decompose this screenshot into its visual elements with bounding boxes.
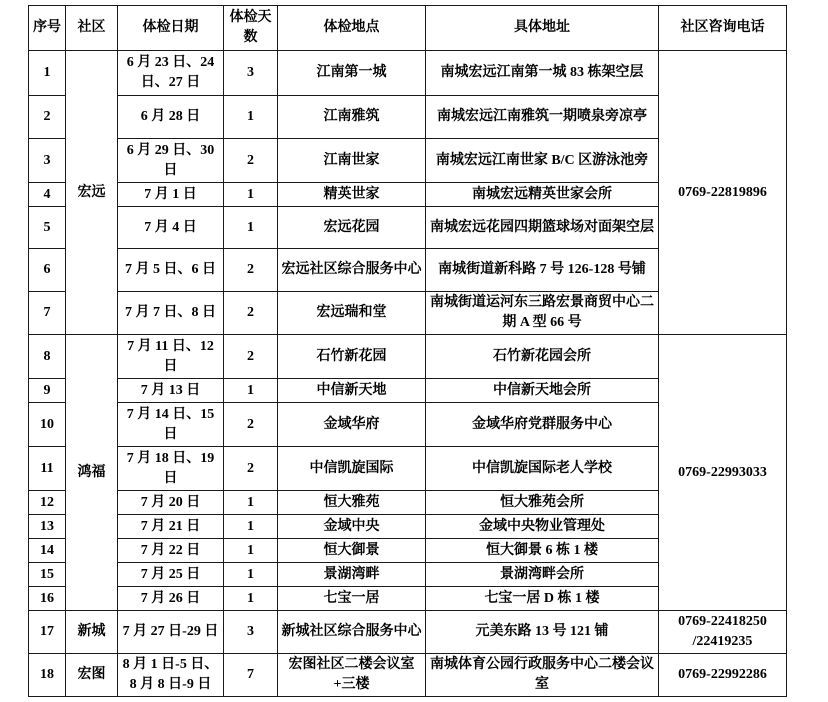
address-cell: 南城体育公园行政服务中心二楼会议室 [426,654,659,697]
days-cell: 2 [224,447,278,491]
seq-cell: 18 [29,654,66,697]
table-row [29,611,787,654]
header-address: 具体地址 [426,6,659,51]
address-cell: 南城宏远江南世家 B/C 区游泳池旁 [426,139,659,183]
seq-cell: 6 [29,249,66,292]
days-cell: 2 [224,139,278,183]
location-cell: 景湖湾畔 [278,563,426,587]
seq-cell: 10 [29,403,66,447]
address-cell: 七宝一居 D 栋 1 楼 [426,587,659,611]
days-cell: 3 [224,51,278,96]
address-cell: 南城宏远江南第一城 83 栋架空层 [426,51,659,96]
location-cell: 宏远社区综合服务中心 [278,249,426,292]
date-cell: 7 月 20 日 [118,491,224,515]
table-row [29,51,787,96]
phone-cell: 0769-22992286 [659,654,787,697]
days-cell: 1 [224,563,278,587]
seq-cell: 5 [29,207,66,249]
community-cell: 新城 [66,611,118,654]
date-cell: 7 月 22 日 [118,539,224,563]
location-cell: 宏远瑞和堂 [278,292,426,335]
address-cell: 南城宏远江南雅筑一期喷泉旁凉亭 [426,96,659,139]
table-row [29,654,787,697]
days-cell: 1 [224,587,278,611]
days-cell: 1 [224,515,278,539]
address-cell: 南城街道运河东三路宏景商贸中心二期 A 型 66 号 [426,292,659,335]
header-days: 体检天数 [224,6,278,51]
header-community: 社区 [66,6,118,51]
location-cell: 江南第一城 [278,51,426,96]
address-cell: 石竹新花园会所 [426,335,659,379]
days-cell: 7 [224,654,278,697]
location-cell: 江南世家 [278,139,426,183]
days-cell: 1 [224,183,278,207]
date-cell: 7 月 27 日-29 日 [118,611,224,654]
community-cell: 宏远 [66,51,118,335]
address-cell: 景湖湾畔会所 [426,563,659,587]
location-cell: 石竹新花园 [278,335,426,379]
seq-cell: 17 [29,611,66,654]
date-cell: 7 月 1 日 [118,183,224,207]
address-cell: 元美东路 13 号 121 铺 [426,611,659,654]
address-cell: 南城宏远花园四期篮球场对面架空层 [426,207,659,249]
address-cell: 中信凯旋国际老人学校 [426,447,659,491]
date-cell: 7 月 7 日、8 日 [118,292,224,335]
days-cell: 2 [224,249,278,292]
location-cell: 恒大御景 [278,539,426,563]
header-row [29,6,787,51]
date-cell: 7 月 14 日、15 日 [118,403,224,447]
location-cell: 新城社区综合服务中心 [278,611,426,654]
days-cell: 1 [224,207,278,249]
seq-cell: 1 [29,51,66,96]
location-cell: 中信新天地 [278,379,426,403]
seq-cell: 16 [29,587,66,611]
phone-cell: 0769-22993033 [659,335,787,611]
address-cell: 南城宏远精英世家会所 [426,183,659,207]
location-cell: 宏图社区二楼会议室+三楼 [278,654,426,697]
header-phone: 社区咨询电话 [659,6,787,51]
date-cell: 6 月 23 日、24 日、27 日 [118,51,224,96]
seq-cell: 14 [29,539,66,563]
days-cell: 1 [224,539,278,563]
seq-cell: 4 [29,183,66,207]
days-cell: 2 [224,292,278,335]
days-cell: 2 [224,403,278,447]
header-location: 体检地点 [278,6,426,51]
header-no: 序号 [29,6,66,51]
date-cell: 7 月 11 日、12 日 [118,335,224,379]
days-cell: 1 [224,96,278,139]
date-cell: 7 月 25 日 [118,563,224,587]
days-cell: 1 [224,491,278,515]
seq-cell: 15 [29,563,66,587]
table-row [29,335,787,379]
date-cell: 7 月 4 日 [118,207,224,249]
location-cell: 宏远花园 [278,207,426,249]
seq-cell: 2 [29,96,66,139]
location-cell: 精英世家 [278,183,426,207]
address-cell: 南城街道新科路 7 号 126-128 号铺 [426,249,659,292]
date-cell: 7 月 13 日 [118,379,224,403]
date-cell: 7 月 5 日、6 日 [118,249,224,292]
date-cell: 7 月 18 日、19 日 [118,447,224,491]
location-cell: 江南雅筑 [278,96,426,139]
community-cell: 宏图 [66,654,118,697]
location-cell: 中信凯旋国际 [278,447,426,491]
date-cell: 6 月 28 日 [118,96,224,139]
address-cell: 金域中央物业管理处 [426,515,659,539]
date-cell: 7 月 26 日 [118,587,224,611]
date-cell: 8 月 1 日-5 日、 8 月 8 日-9 日 [118,654,224,697]
seq-cell: 9 [29,379,66,403]
phone-cell: 0769-22819896 [659,51,787,335]
days-cell: 2 [224,335,278,379]
phone-cell: 0769-22418250 /22419235 [659,611,787,654]
address-cell: 金域华府党群服务中心 [426,403,659,447]
days-cell: 1 [224,379,278,403]
address-cell: 恒大御景 6 栋 1 楼 [426,539,659,563]
date-cell: 6 月 29 日、30 日 [118,139,224,183]
seq-cell: 12 [29,491,66,515]
address-cell: 中信新天地会所 [426,379,659,403]
seq-cell: 7 [29,292,66,335]
location-cell: 恒大雅苑 [278,491,426,515]
location-cell: 金域华府 [278,403,426,447]
location-cell: 金域中央 [278,515,426,539]
days-cell: 3 [224,611,278,654]
header-date: 体检日期 [118,6,224,51]
community-cell: 鸿福 [66,335,118,611]
checkup-schedule-table [28,5,787,697]
seq-cell: 8 [29,335,66,379]
location-cell: 七宝一居 [278,587,426,611]
seq-cell: 3 [29,139,66,183]
seq-cell: 13 [29,515,66,539]
address-cell: 恒大雅苑会所 [426,491,659,515]
seq-cell: 11 [29,447,66,491]
date-cell: 7 月 21 日 [118,515,224,539]
